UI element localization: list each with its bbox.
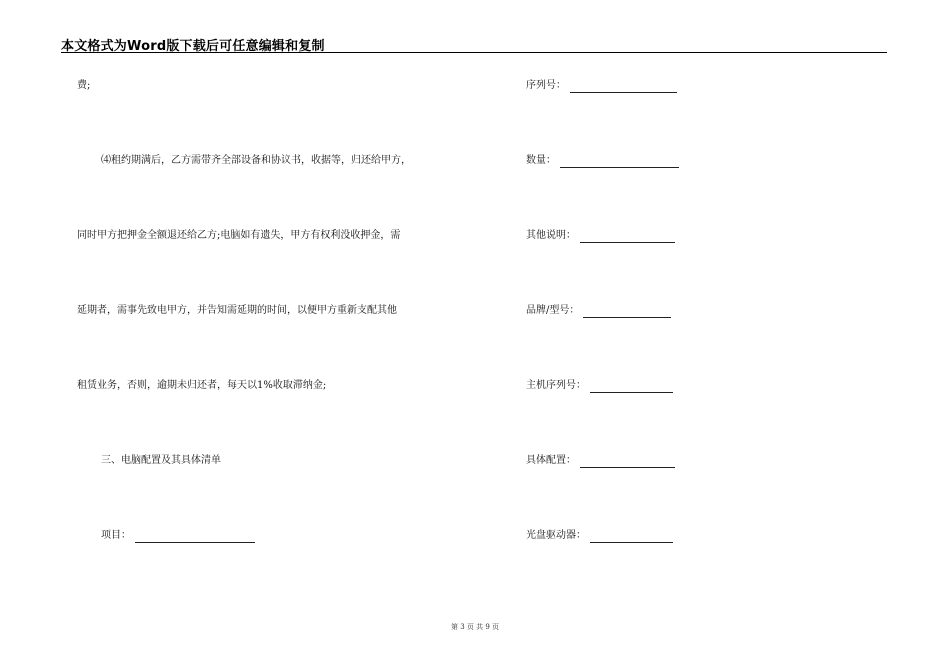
serial-number-blank [570,82,677,93]
body-line-lease-end: ⑷租约期满后，乙方需带齐全部设备和协议书，收据等，归还给甲方， [101,155,411,166]
quantity-field [526,154,679,168]
host-serial-blank [590,382,673,393]
other-notes-field [526,229,675,243]
optical-drive-blank [590,532,673,543]
section-heading-configuration: 三、电脑配置及其具体清单 [101,455,221,466]
body-line-fee: 费; [77,80,91,91]
configuration-field [526,454,675,468]
quantity-label: 数量： [526,155,556,166]
brand-model-field [526,304,671,318]
configuration-label: 具体配置： [526,455,576,466]
optical-drive-label: 光盘驱动器： [526,530,586,541]
quantity-blank [560,157,679,168]
item-field-blank [135,532,255,543]
brand-model-blank [583,307,671,318]
body-line-extension: 延期者，需事先致电甲方，并告知需延期的时间，以便甲方重新支配其他 [77,305,397,316]
configuration-blank [580,457,675,468]
body-line-late-fee: 租赁业务，否则，逾期未归还者，每天以1%收取滞纳金; [77,380,327,391]
serial-number-field [526,79,677,93]
optical-drive-field [526,529,673,543]
page-header-title: 本文格式为Word版下载后可任意编辑和复制 [61,39,325,54]
body-line-deposit: 同时甲方把押金全额退还给乙方;电脑如有遗失，甲方有权利没收押金，需 [77,230,401,241]
other-notes-blank [580,232,675,243]
host-serial-field [526,379,673,393]
item-field-label: 项目： [101,530,131,541]
host-serial-label: 主机序列号： [526,380,586,391]
page-number-footer: 第 3 页 共 9 页 [450,623,500,631]
item-field [101,529,255,543]
serial-number-label: 序列号： [526,80,566,91]
other-notes-label: 其他说明： [526,230,576,241]
brand-model-label: 品牌/型号： [526,305,580,316]
header-divider [61,52,887,53]
